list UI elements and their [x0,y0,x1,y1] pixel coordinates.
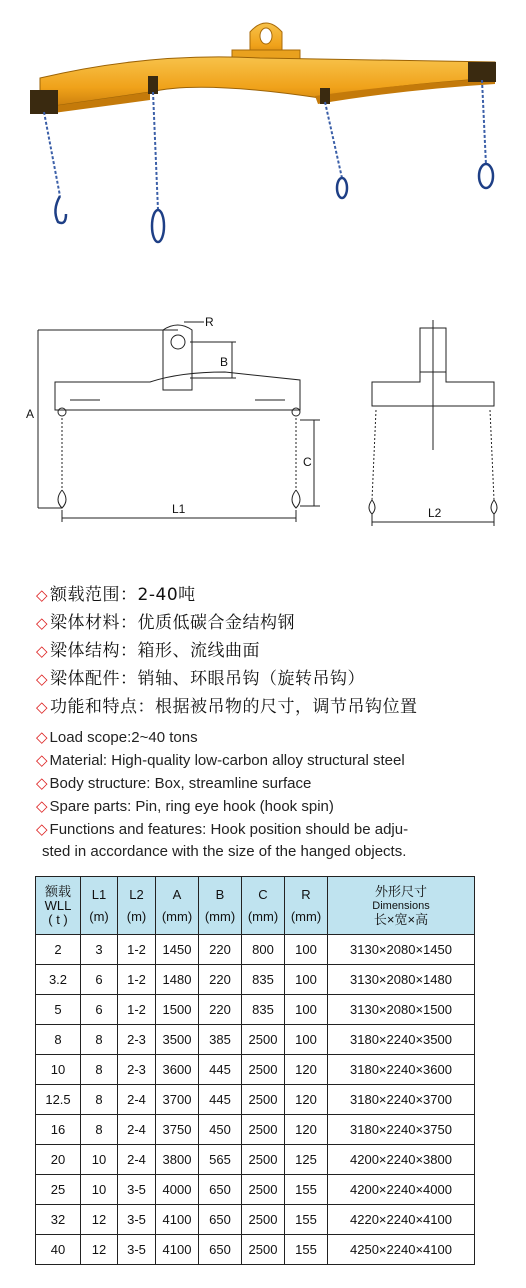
cell-wll: 3.2 [36,965,81,995]
cell-dimensions: 4250×2240×4100 [328,1235,475,1265]
table-header-row [36,877,475,935]
cell-l2: 3-5 [118,1205,156,1235]
feature-cn-item: ◇ 梁体结构：箱形、流线曲面 [36,641,261,661]
diamond-icon: ◇ [36,586,49,604]
cell-b: 650 [199,1175,242,1205]
cell-r: 120 [285,1085,328,1115]
table-row [36,935,475,965]
cell-a: 4100 [156,1205,199,1235]
cell-r: 100 [285,935,328,965]
table-body [36,935,475,1265]
label-c: C [303,455,312,469]
cell-l1: 8 [81,1115,118,1145]
cell-l2: 2-3 [118,1025,156,1055]
front-beam-outline [55,372,300,410]
cell-r: 120 [285,1115,328,1145]
cell-r: 155 [285,1175,328,1205]
cell-dimensions: 3180×2240×3750 [328,1115,475,1145]
cell-l2: 2-3 [118,1055,156,1085]
cell-c: 835 [242,965,285,995]
cell-dimensions: 3130×2080×1480 [328,965,475,995]
cell-a: 3750 [156,1115,199,1145]
table-row [36,1025,475,1055]
cell-l2: 3-5 [118,1235,156,1265]
cell-c: 2500 [242,1175,285,1205]
table-row [36,965,475,995]
table-row [36,995,475,1025]
cell-b: 220 [199,935,242,965]
cell-b: 650 [199,1205,242,1235]
cell-l2: 1-2 [118,935,156,965]
cell-l1: 6 [81,965,118,995]
cell-c: 835 [242,995,285,1025]
diamond-icon: ◇ [36,642,49,660]
cell-wll: 8 [36,1025,81,1055]
feature-cn-item: ◇ 梁体配件：销轴、环眼吊钩（旋转吊钩） [36,669,366,689]
table-row [36,1115,475,1145]
header-wll: 额载 WLL ( t ) [36,877,81,935]
table-row [36,1235,475,1265]
cell-a: 3500 [156,1025,199,1055]
diamond-icon: ◇ [36,775,48,792]
cell-b: 220 [199,965,242,995]
table-row [36,1145,475,1175]
cell-b: 220 [199,995,242,1025]
diamond-icon: ◇ [36,752,48,769]
diamond-icon: ◇ [36,729,48,746]
hook-rings [55,164,493,242]
header-c: C (mm) [242,877,285,935]
cell-dimensions: 3180×2240×3600 [328,1055,475,1085]
table-row [36,1205,475,1235]
label-l1: L1 [172,502,186,516]
cell-a: 1500 [156,995,199,1025]
cell-wll: 5 [36,995,81,1025]
technical-drawing [0,300,526,570]
cell-r: 100 [285,1025,328,1055]
cell-wll: 25 [36,1175,81,1205]
cell-a: 1480 [156,965,199,995]
diamond-icon: ◇ [36,821,48,838]
cell-r: 100 [285,995,328,1025]
cell-b: 445 [199,1085,242,1115]
cell-a: 4000 [156,1175,199,1205]
spreader-beam [30,23,496,114]
cell-wll: 40 [36,1235,81,1265]
cell-c: 2500 [242,1235,285,1265]
cell-c: 2500 [242,1205,285,1235]
feature-en-item-continued: sted in accordance with the size of the hanged objects. [42,843,407,860]
cell-a: 1450 [156,935,199,965]
cell-dimensions: 3180×2240×3500 [328,1025,475,1055]
cell-dimensions: 3130×2080×1450 [328,935,475,965]
feature-en-item: ◇ Material: High-quality low-carbon alloy structural steel [36,752,405,769]
cell-b: 450 [199,1115,242,1145]
spec-table [35,876,475,1265]
cell-dimensions: 3180×2240×3700 [328,1085,475,1115]
feature-cn-item: ◇ 额载范围：2-40吨 [36,585,196,605]
cell-c: 2500 [242,1055,285,1085]
cell-c: 2500 [242,1025,285,1055]
feature-en-item: ◇ Spare parts: Pin, ring eye hook (hook spin) [36,798,334,815]
feature-cn-item: ◇ 功能和特点：根据被吊物的尺寸，调节吊钩位置 [36,697,418,717]
cell-a: 3800 [156,1145,199,1175]
diamond-icon: ◇ [36,670,49,688]
cell-a: 3700 [156,1085,199,1115]
cell-l1: 10 [81,1175,118,1205]
cell-dimensions: 4220×2240×4100 [328,1205,475,1235]
cell-wll: 2 [36,935,81,965]
header-l1: L1 (m) [81,877,118,935]
label-l2: L2 [428,506,442,520]
feature-en-item: ◇ Functions and features: Hook position should be adju- [36,821,409,838]
cell-wll: 12.5 [36,1085,81,1115]
cell-a: 4100 [156,1235,199,1265]
diamond-icon: ◇ [36,614,49,632]
table-row [36,1085,475,1115]
feature-cn-item: ◇ 梁体材料：优质低碳合金结构钢 [36,613,296,633]
cell-b: 385 [199,1025,242,1055]
cell-l2: 2-4 [118,1085,156,1115]
cell-a: 3600 [156,1055,199,1085]
diamond-icon: ◇ [36,698,49,716]
cell-wll: 32 [36,1205,81,1235]
header-b: B (mm) [199,877,242,935]
cell-dimensions: 4200×2240×4000 [328,1175,475,1205]
cell-wll: 16 [36,1115,81,1145]
cell-l1: 8 [81,1055,118,1085]
diamond-icon: ◇ [36,798,48,815]
cell-b: 445 [199,1055,242,1085]
table-row [36,1175,475,1205]
cell-c: 2500 [242,1115,285,1145]
cell-wll: 20 [36,1145,81,1175]
cell-l2: 3-5 [118,1175,156,1205]
cell-wll: 10 [36,1055,81,1085]
cell-l1: 12 [81,1205,118,1235]
cell-b: 565 [199,1145,242,1175]
cell-c: 2500 [242,1085,285,1115]
label-a: A [26,407,35,421]
cell-l1: 10 [81,1145,118,1175]
header-dimensions: 外形尺寸 Dimensions 长×宽×高 [328,877,475,935]
cell-l2: 1-2 [118,965,156,995]
cell-r: 125 [285,1145,328,1175]
cell-l1: 3 [81,935,118,965]
cell-l2: 1-2 [118,995,156,1025]
cell-r: 120 [285,1055,328,1085]
cell-l1: 6 [81,995,118,1025]
cell-l1: 8 [81,1025,118,1055]
cell-dimensions: 4200×2240×3800 [328,1145,475,1175]
label-b: B [220,355,229,369]
cell-dimensions: 3130×2080×1500 [328,995,475,1025]
cell-c: 2500 [242,1145,285,1175]
feature-en-item: ◇ Load scope:2~40 tons [36,729,198,746]
cell-r: 100 [285,965,328,995]
feature-en-item: ◇ Body structure: Box, streamline surface [36,775,312,792]
table-row [36,1055,475,1085]
header-r: R (mm) [285,877,328,935]
cell-l2: 2-4 [118,1115,156,1145]
cell-r: 155 [285,1205,328,1235]
cell-l2: 2-4 [118,1145,156,1175]
product-photo [0,0,526,300]
cell-r: 155 [285,1235,328,1265]
cell-l1: 8 [81,1085,118,1115]
header-l2: L2 (m) [118,877,156,935]
label-r: R [205,315,214,329]
cell-c: 800 [242,935,285,965]
header-a: A (mm) [156,877,199,935]
cell-b: 650 [199,1235,242,1265]
cell-l1: 12 [81,1235,118,1265]
